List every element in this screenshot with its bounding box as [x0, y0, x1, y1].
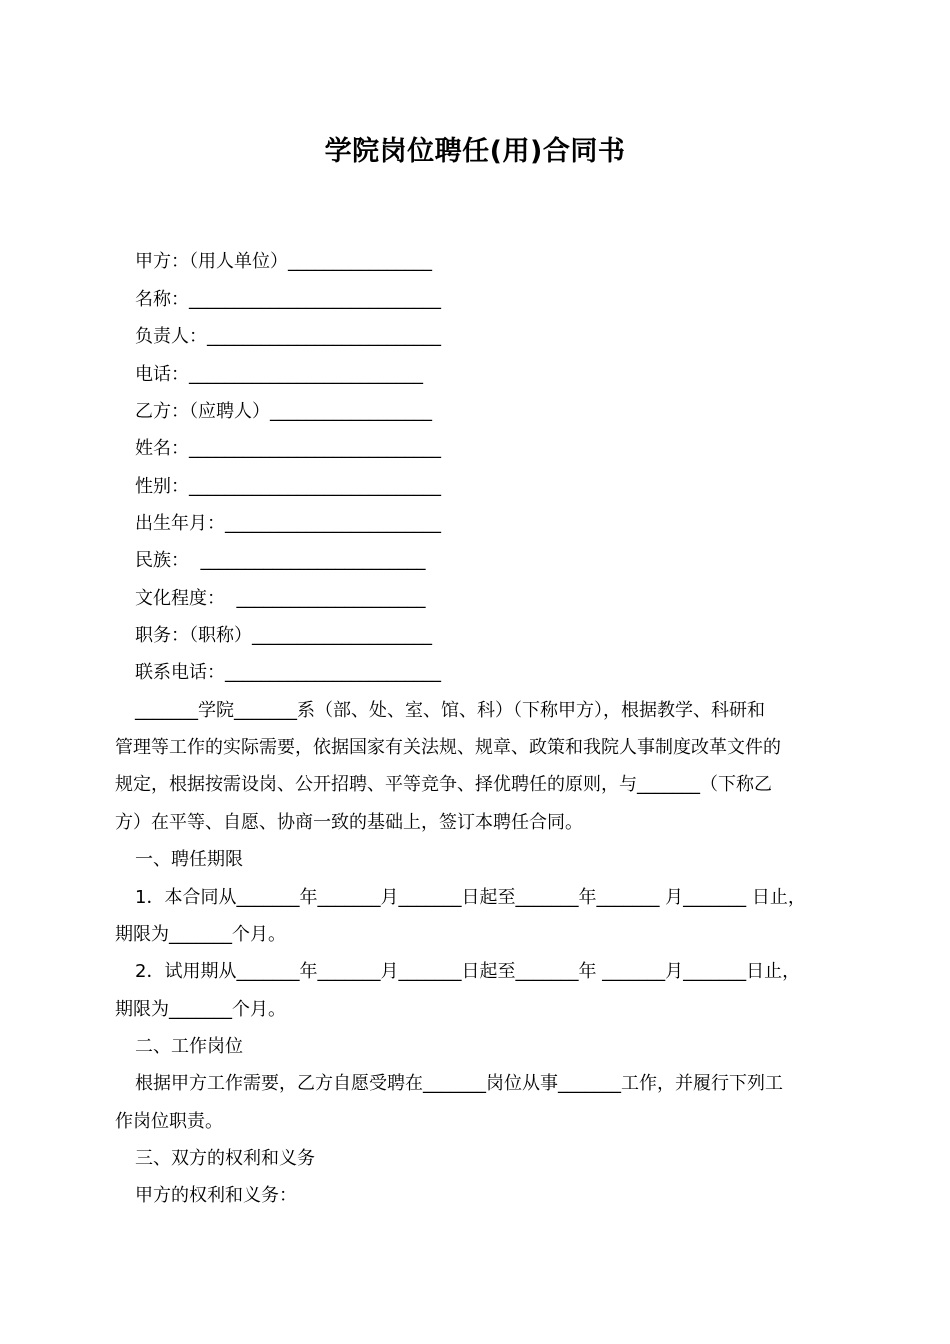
paragraph-line: 规定，根据按需设岗、公开招聘、平等竞争、择优聘任的原则，与_______（下称乙	[115, 774, 772, 795]
clause-line: 期限为_______个月。	[115, 999, 286, 1020]
field-ethnicity: 民族： _________________________	[135, 550, 426, 571]
field-position: 职务：（职称）____________________	[135, 625, 432, 646]
field-contact-phone: 联系电话：________________________	[135, 662, 441, 683]
paragraph-line: 根据甲方工作需要，乙方自愿受聘在_______岗位从事_______工作，并履行下列工	[135, 1073, 783, 1094]
field-gender: 性别：____________________________	[135, 476, 441, 497]
field-party-b: 乙方：（应聘人）__________________	[135, 401, 432, 422]
field-name: 名称：____________________________	[135, 289, 441, 310]
field-party-a: 甲方：（用人单位）________________	[135, 251, 432, 272]
field-full-name: 姓名：____________________________	[135, 438, 441, 459]
paragraph-line: 作岗位职责。	[115, 1111, 223, 1132]
paragraph-line: 管理等工作的实际需要，依据国家有关法规、规章、政策和我院人事制度改革文件的	[115, 737, 781, 758]
section-heading: 三、双方的权利和义务	[135, 1148, 315, 1169]
clause-line: 1．本合同从_______年_______月_______日起至_______年_______ 月_______ 日止，	[135, 887, 806, 908]
field-person-in-charge: 负责人：__________________________	[135, 326, 441, 347]
field-education: 文化程度： _____________________	[135, 588, 426, 609]
subsection-heading: 甲方的权利和义务：	[135, 1185, 297, 1206]
paragraph-line: 方）在平等、自愿、协商一致的基础上，签订本聘任合同。	[115, 812, 583, 833]
document-title: 学院岗位聘任(用)合同书	[324, 136, 626, 167]
field-birth-date: 出生年月：________________________	[135, 513, 441, 534]
section-heading: 一、聘任期限	[135, 849, 243, 870]
clause-line: 期限为_______个月。	[115, 924, 286, 945]
section-heading: 二、工作岗位	[135, 1036, 243, 1057]
field-phone: 电话：__________________________	[135, 364, 423, 385]
paragraph-line: _______学院_______系（部、处、室、馆、科）（下称甲方），根据教学、科研和	[135, 700, 765, 721]
clause-line: 2．试用期从_______年_______月_______日起至_______年 _______月_______日止，	[135, 961, 801, 982]
